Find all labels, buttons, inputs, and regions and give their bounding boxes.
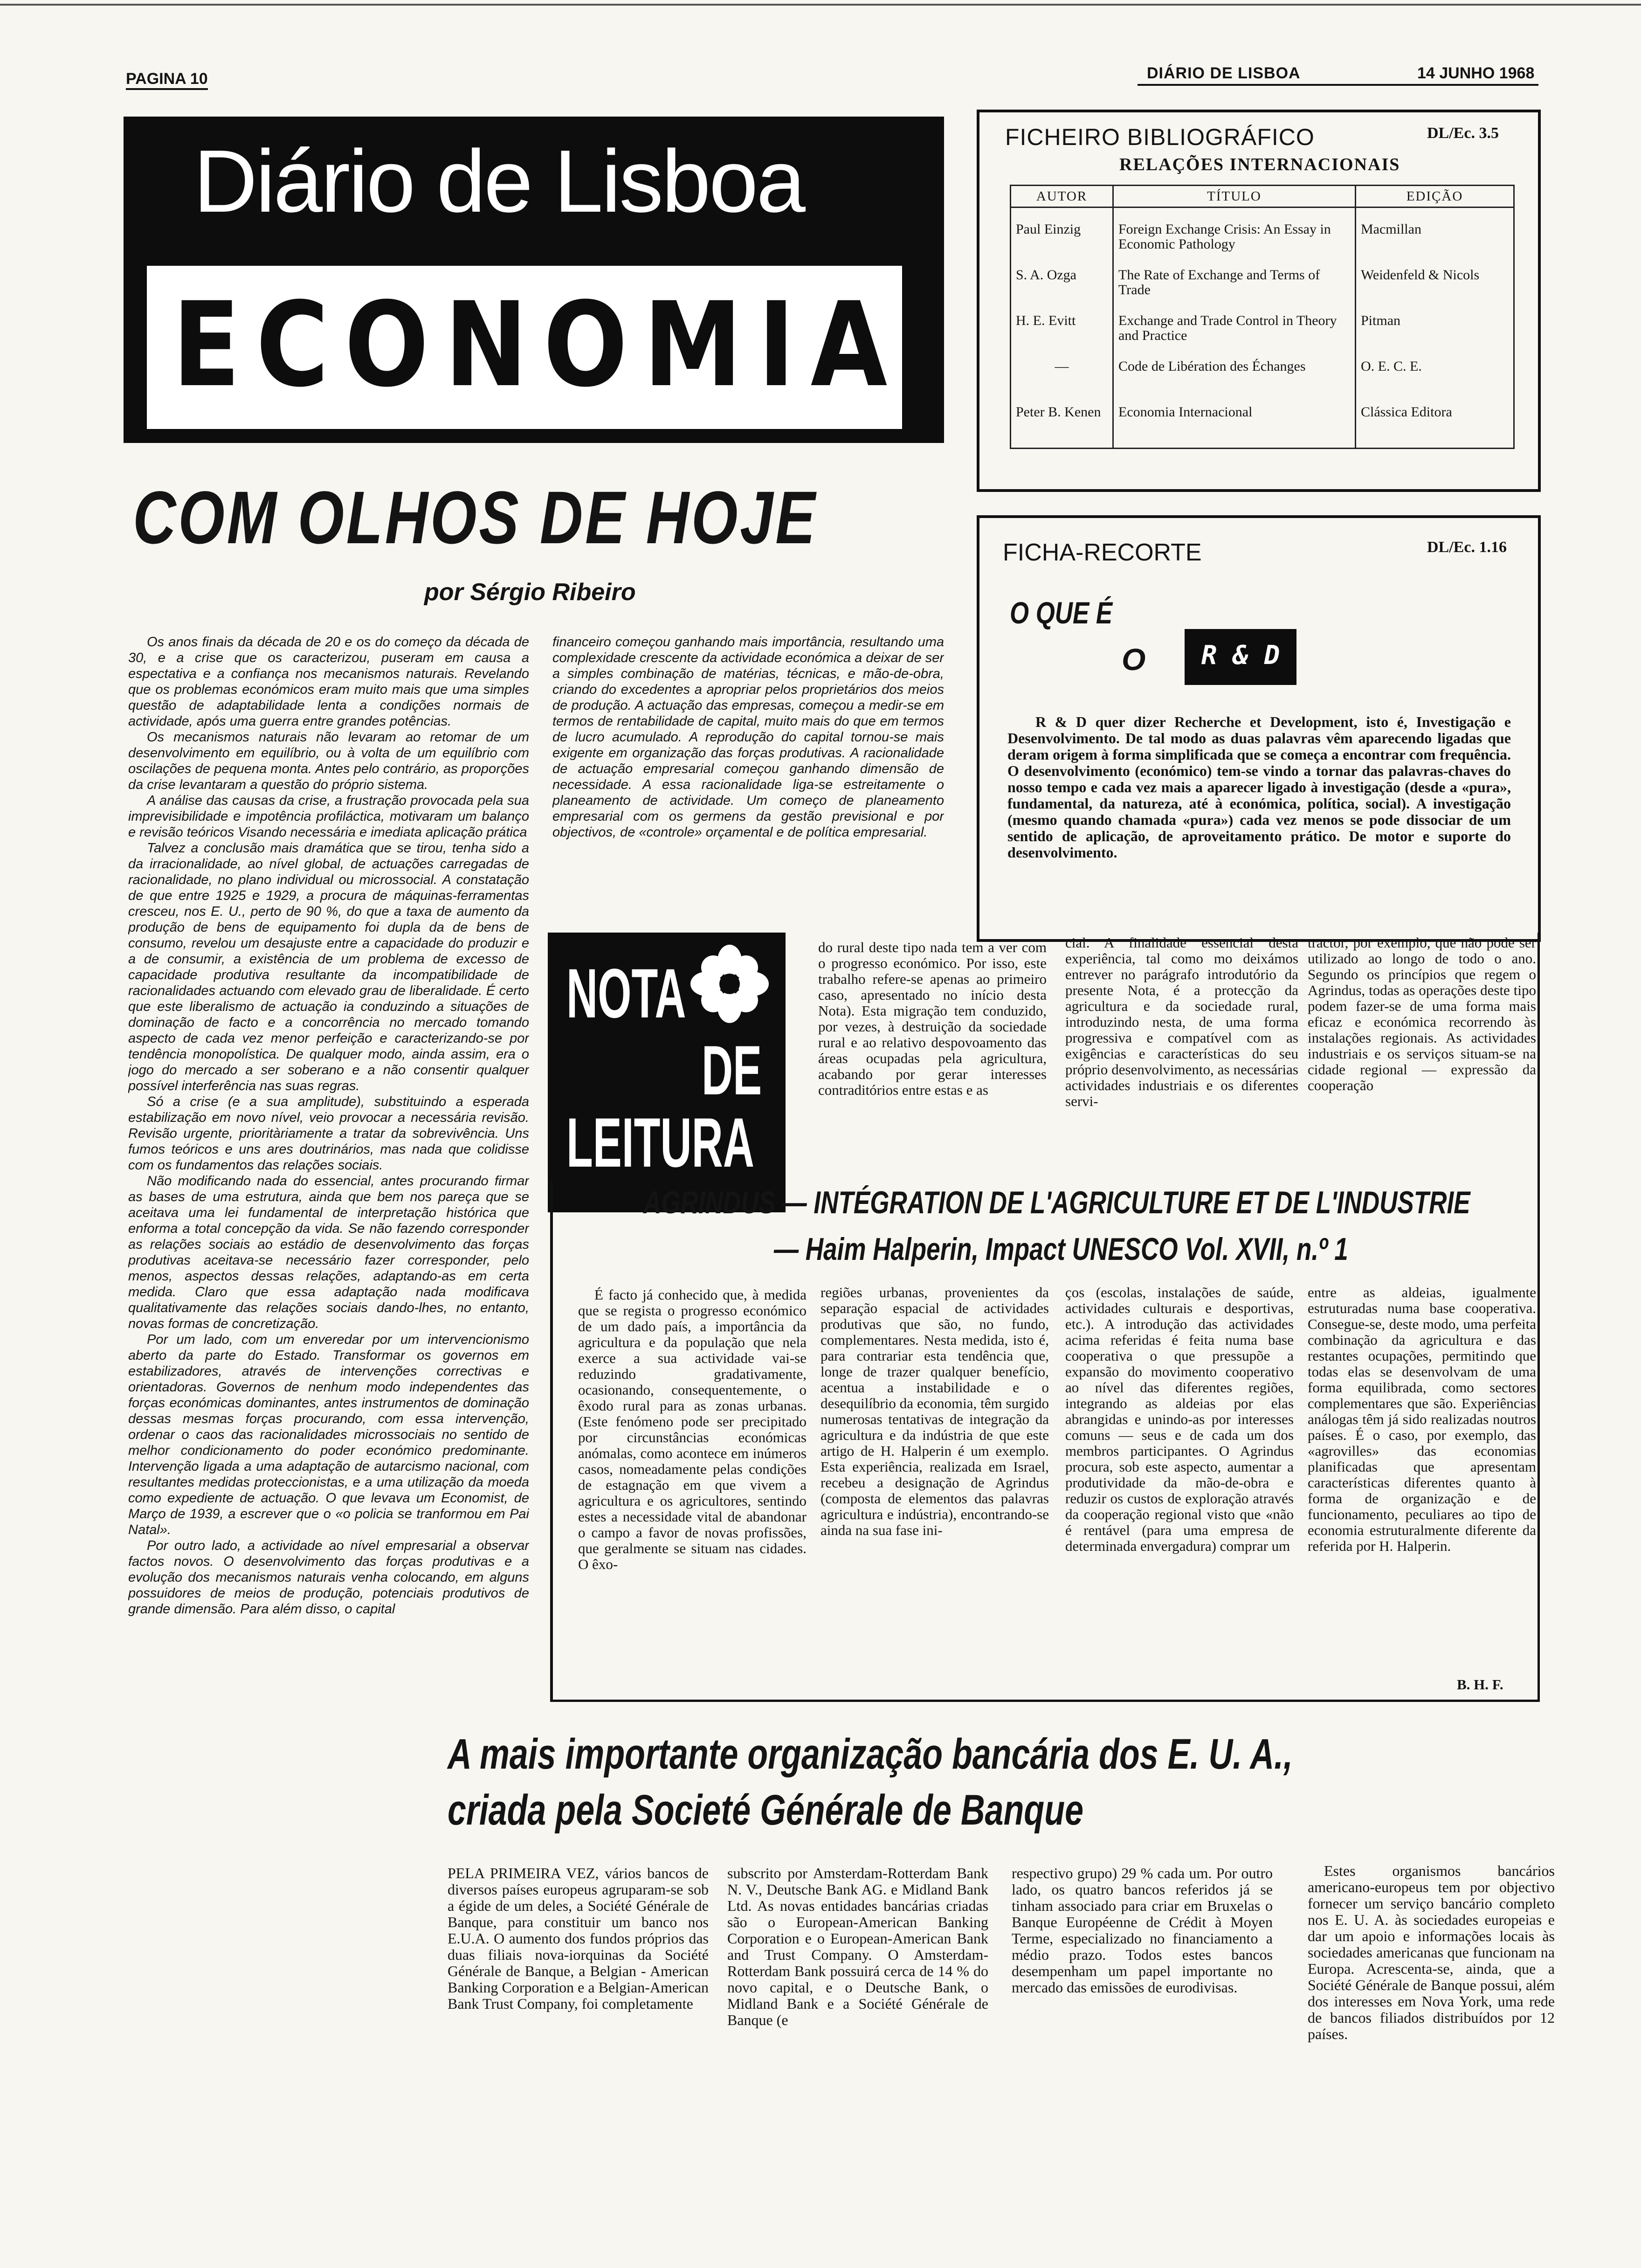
ficha-question: O QUE É (1010, 595, 1113, 630)
author-cell: — (1011, 356, 1113, 402)
paragraph: Por um lado, com um enveredar por um intervencionismo aberto da parte do Estado. Transformar os governos em estabilizadores, através de intervenções correctivas e orientadoras. Governos de nenhum modo independentes das forças económicas dominantes, antes instrumentos de dominação dessas mesmas forças procurando, com essa intervenção, ordenar o caos das racionalidades microssociais no sentido de melhor condicionamento do poder económico predominante. Intervenção ligada a uma adaptação de autarcismo nacional, com resultantes medidas proteccionistas, e a uma utilização da moeda como expediente de actuação. O que levava um Economist, de Março de 1939, a escrever que o «o policia se tranformou em Pai Natal». (128, 1332, 529, 1537)
nota-word-2: DE (702, 1031, 762, 1109)
author-cell: H. E. Evitt (1011, 311, 1113, 356)
edition-cell: Macmillan (1356, 207, 1514, 265)
agrindus-col4: entre as aldeias, igualmente estruturadas numa base cooperativa. Consegue-se, deste modo, uma perfeita combinação da agricultura e das restantes ocupações, permitindo que todas elas se desenvolvam de uma forma equilibrada, como sectores complementares que são. Experiências análogas têm já sido realizadas noutros países. É o caso, por exemplo, das «agrovilles» das economias planificadas que apresentam características diferentes quanto à forma de organização e de funcionamento, peculiares ao tipo de economia estruturalmente diferente da referida por H. Halperin. (1308, 1285, 1536, 1554)
title-cell: Exchange and Trade Control in Theory and Practice (1113, 311, 1356, 356)
author-cell: S. A. Ozga (1011, 265, 1113, 311)
ficha-recorte (977, 515, 1541, 942)
agrindus-bottom-rule (550, 1700, 1540, 1702)
table-row (1011, 265, 1514, 311)
table-row (1011, 402, 1514, 449)
paragraph: Só a crise (e a sua amplitude), substituindo a esperada estabilização em novo nível, veio provocar a necessária revisão. Revisão urgente, prioritàriamente a tratar da sobrevivência. Uns fumos teóricos e uns ares doutrinários, mas nada que colidisse com os fundamentos das relações sociais. (128, 1094, 529, 1173)
ficha-question-o: O (1122, 642, 1146, 677)
paragraph: Talvez a conclusão mais dramática que se tirou, tenha sido a da irracionalidade, ao nível global, de actuações carregadas de racionalidade, no plano individual ou microssocial. A constatação de que entre 1925 e 1929, a procura de máquinas-ferramentas cresceu, nos E. U., perto de 90 %, do que a taxa de aumento da produção de bens de equipamento foi dupla da de bens de consumo, revelou um desajuste entre a capacidade do produzir e a de consumir, a existência de um problema de excesso de capacidade produtiva resultante da incompatibilidade de racionalidades actuando com elevado grau de liberalidade. É certo que este liberalismo de actuação ia conduzindo a situações de dominação de facto e a concorrência no mercado tomando aspecto de cada vez menor perfeição e caracterizando-se por tendência monopolística. De qualquer modo, ainda assim, era o jogo do mercado a ser soberano e a não consentir qualquer possível interferência nas suas regras. (128, 841, 529, 1093)
paragraph: Não modificando nada do essencial, antes procurando firmar as bases de uma estrutura, ainda que bem nos pareça que se aceitava uma lei fundamental de interpretação histórica que enforma a total concepção da vida. Se não fazendo corresponder as relações sociais ao estádio de desenvolvimento das forças produtivas aceitava-se necessário fazer corresponder, pelo menos, aspectos dessas relações, adaptando-as em certa medida. Claro que essa adaptação nada modificava qualitativamente das relações sociais dando-lhes, no entanto, novas formas de concretização. (128, 1174, 529, 1331)
paragraph: Os anos finais da década de 20 e os do começo da década de 30, e a crise que os caracterizou, puseram em causa a espectativa e a confiança nos mecanismos naturais. Revelando que os problemas económicos eram muito mais que uma simples questão de adaptabilidade lenta a condições normais de actividade, após uma guerra entre grandes potências. (128, 635, 529, 729)
nota-right-rule (1538, 933, 1540, 1702)
nota-word-3: LEITURA (566, 1103, 754, 1182)
ficha-code: DL/Ec. 1.16 (1427, 539, 1507, 556)
bank-col1: PELA PRIMEIRA VEZ, vários bancos de diversos países europeus agruparam-se sob a égide de um deles, a Société Générale de Banque, para constituir um banco nos E.U.A. O aumento dos fundos próprios das duas filiais nova-iorquinas da Société Générale de Banque, a Belgian - American Banking Corporation e a Belgian-American Bank Trust Company, foi completamente (448, 1865, 709, 2012)
column-header: EDIÇÃO (1356, 186, 1514, 207)
table-row (1011, 356, 1514, 402)
flower-icon (688, 942, 772, 1026)
author-cell: Paul Einzig (1011, 207, 1113, 265)
paragraph: Por outro lado, a actividade ao nível empresarial a observar factos novos. O desenvolvimento das forças produtivas e a evolução dos mecanismos naturais venha colocando, em alguns possuidores de meios de produção, potenciais produtivos de grande dimensão. Para além disso, o capital (128, 1538, 529, 1617)
bibliography-table (1010, 185, 1513, 449)
masthead (124, 117, 944, 443)
main-article-col2 (552, 634, 944, 961)
ficheiro-subtitle: RELAÇÕES INTERNACIONAIS (1119, 155, 1400, 174)
ficheiro-code: DL/Ec. 3.5 (1427, 124, 1499, 142)
masthead-title: Diário de Lisboa (193, 132, 804, 231)
agrindus-col2: regiões urbanas, provenientes da separação espacial de actividades produtivas que são, no fundo, complementares. Nesta medida, isto é, para contrariar esta tendência que, longe de trazer qualquer benefício, acentua a instabilidade e o desequilíbrio da economia, têm surgido numerosas tentativas de integração da agricultura e da indústria de que este artigo de H. Halperin é um exemplo. Esta experiência, realizada em Israel, recebeu a designação de Agrindus (composta de elementos das palavras agricultura e indústria), encontrando-se ainda na sua fase ini- (820, 1285, 1049, 1538)
agrindus-col3: ços (escolas, instalações de saúde, actividades culturais e desportivas, etc.). A introdução das actividades acima referidas é feita numa base cooperativa o que pressupõe a expansão do movimento cooperativo ao nível das diferentes regiões, integrando as aldeias por elas abrangidas e unindo-as por interesses comuns — seus e de cada um dos membros participantes. O Agrindus procura, sob este aspecto, aumentar a produtividade da mão-de-obra e reduzir os custos de exploração através da cooperação regional visto que «não é rentável (para uma empresa de determinada envergadura) comprar um (1065, 1285, 1294, 1554)
title-cell: The Rate of Exchange and Terms of Trade (1113, 265, 1356, 311)
page-number: PAGINA 10 (126, 70, 208, 90)
bank-col4: Estes organismos bancários americano-europeus tem por objectivo fornecer um serviço bancário completo nos E. U. A. às sociedades europeias e dar um apoio e informações locais às sociedades americanas que funcionam na Europa. Acrescenta-se, ainda, que a Société Générale de Banque possui, além dos interesses em Nova York, uma rede de bancos filiados distribuídos por 12 países. (1308, 1863, 1555, 2042)
main-headline: COM OLHOS DE HOJE (133, 476, 818, 559)
ficheiro-bibliografico (977, 110, 1541, 492)
table-header-row (1011, 186, 1514, 207)
agrindus-title-line2: — Haim Halperin, Impact UNESCO Vol. XVII, n.º 1 (774, 1231, 1348, 1267)
ficha-title: FICHA-RECORTE (1003, 539, 1202, 566)
paragraph: A análise das causas da crise, a frustração provocada pela sua imprevisibilidade e impotência profiláctica, motivaram um balanço e revisão teóricos Visando necessária e imediata aplicação prática (128, 793, 529, 840)
nota-word-1: NOTA (566, 954, 686, 1032)
bank-col2: subscrito por Amsterdam-Rotterdam Bank N. V., Deutsche Bank AG. e Midland Bank Ltd. As novas entidades bancárias criadas são o European-American Banking Corporation e o European-American Bank and Trust Company. O Amsterdam-Rotterdam Bank possuirá cerca de 14 % do novo capital, e o Deutsche Bank, o Midland Bank e a Société Générale de Banque (e (727, 1865, 988, 2028)
title-cell: Foreign Exchange Crisis: An Essay in Economic Pathology (1113, 207, 1356, 265)
issue-date: 14 JUNHO 1968 (1417, 64, 1535, 82)
table-row (1011, 207, 1514, 265)
nota-top-col1: do rural deste tipo nada tem a ver com o progresso económico. Por isso, este trabalho refere-se apenas ao primeiro caso, apresentado no início desta Nota). Esta migração tem conduzido, por vezes, à destruição da sociedade rural e ao relativo despovoamento das áreas ocupadas pela agricultura, acabando por gerar interesses contraditórios entre estas e as (818, 940, 1047, 1098)
edition-cell: O. E. C. E. (1356, 356, 1514, 402)
bank-headline-2: criada pela Societé Générale de Banque (448, 1786, 1084, 1834)
paragraph: Os mecanismos naturais não levaram ao retomar de um desenvolvimento em equilíbrio, ou à volta de um equilíbrio com oscilações de pequena monta. Antes pelo contrário, as proporções da crise levantaram a questão do próprio sistema. (128, 730, 529, 792)
bank-headline-1: A mais importante organização bancária dos E. U. A., (448, 1730, 1293, 1778)
edition-cell: Weidenfeld & Nicols (1356, 265, 1514, 311)
title-cell: Economia Internacional (1113, 402, 1356, 449)
column-header: TÍTULO (1113, 186, 1356, 207)
ficha-text: R & D quer dizer Recherche et Development, isto é, Investigação e Desenvolvimento. De tal modo as duas palavras vêm aparecendo ligadas que deram origem à forma simplificada que se começa a encontrar com frequência. O desenvolvimento (económico) tem-se vindo a tornar das palavras-chaves do nosso tempo e cada vez mais a aparecer ligado à investigação (desde a «pura», fundamental, da natureza, até à económica, política, social). A investigação (mesmo quando chamada «pura») cada vez menos se pode dissociar de um sentido de aplicação, de aproveitamento prático. De motor e suporte do desenvolvimento. (1007, 714, 1511, 861)
title-cell: Code de Libération des Échanges (1113, 356, 1356, 402)
nota-top-col3: tractor, por exemplo, que não pode ser utilizado ao longo de todo o ano. Segundo os princípios que regem o Agrindus, todas as operações deste tipo podem fazer-se de uma forma mais eficaz e económica recorrendo às instalações regionais. As actividades industriais e os serviços situam-se na cidade regional — expressão da cooperação (1308, 935, 1536, 1093)
nota-logo (548, 933, 786, 1212)
byline: por Sérgio Ribeiro (424, 579, 636, 606)
agrindus-signature: B. H. F. (1457, 1676, 1503, 1693)
paper-name: DIÁRIO DE LISBOA (1147, 64, 1301, 82)
table-row (1011, 311, 1514, 356)
ficheiro-title: FICHEIRO BIBLIOGRÁFICO (1005, 124, 1315, 150)
paragraph: financeiro começou ganhando mais importância, resultando uma complexidade crescente da actividade económica a deixar de ser a simples combinação de matérias, técnicas, e mão-de-obra, criando do excedentes a apropriar pelos proprietários dos meios de produção. A actuação das empresas, começou a medir-se em termos de rentabilidade de capital, muito mais do que em termos de lucro acumulado. A reprodução do capital tornou-se mais exigente em organização das forças produtivas. A racionalidade de actuação empresarial começou ganhando dimensão de necessidade. A essa racionalidade liga-se estreitamente o planeamento de actividade. Um começo de planeamento empresarial com os germens da gestão previsional e por objectivos, de «controle» orçamental e de política empresarial. (552, 635, 944, 840)
author-cell: Peter B. Kenen (1011, 402, 1113, 449)
agrindus-col1: É facto já conhecido que, à medida que se regista o progresso económico de um dado país, a importância da agricultura e da população que nela exerce a sua actividade vai-se reduzindo gradativamente, ocasionando, consequentemente, o êxodo rural para as zonas urbanas. (Este fenómeno pode ser precipitado por circunstâncias económicas anómalas, como acontece em inúmeros casos, nomeadamente pelas condições de estagnação em que vivem a agricultura e os agricultores, sentindo estes a necessidade vital de abandonar o campo a favor de novas profissões, que geralmente se situam nas cidades. O êxo- (578, 1287, 807, 1572)
rd-tag-label: R & D (1201, 640, 1280, 671)
edition-cell: Clássica Editora (1356, 402, 1514, 449)
column-header: AUTOR (1011, 186, 1113, 207)
header-rule (1138, 84, 1538, 86)
rd-tag (1185, 629, 1296, 685)
nota-top-col2: cial. A finalidade essencial desta experiência, tal como mo deixámos entrever no parágrafo introdutório da presente Nota, é a protecção da agricultura e da sociedade rural, introduzindo nesta, de uma forma progressiva e compatível com as exigências e características do seu próprio desenvolvimento, as necessárias actividades industriais e os diferentes servi- (1065, 935, 1298, 1109)
section-box (147, 266, 902, 429)
agrindus-title-line1: AGRINDUS — INTÉGRATION DE L'AGRICULTURE ET DE L'INDUSTRIE (643, 1185, 1470, 1220)
edition-cell: Pitman (1356, 311, 1514, 356)
bank-col3: respectivo grupo) 29 % cada um. Por outro lado, os quatro bancos referidos já se tinham associado para criar em Bruxelas o Banque Européenne de Crédit à Moyen Terme, especializado no financiamento a médio prazo. Todos estes bancos desempenham um papel importante no mercado das emissões de eurodivisas. (1012, 1865, 1273, 1996)
agrindus-rule (550, 1181, 553, 1702)
top-rule (0, 4, 1641, 6)
section-title: ECONOMIA (172, 277, 903, 413)
